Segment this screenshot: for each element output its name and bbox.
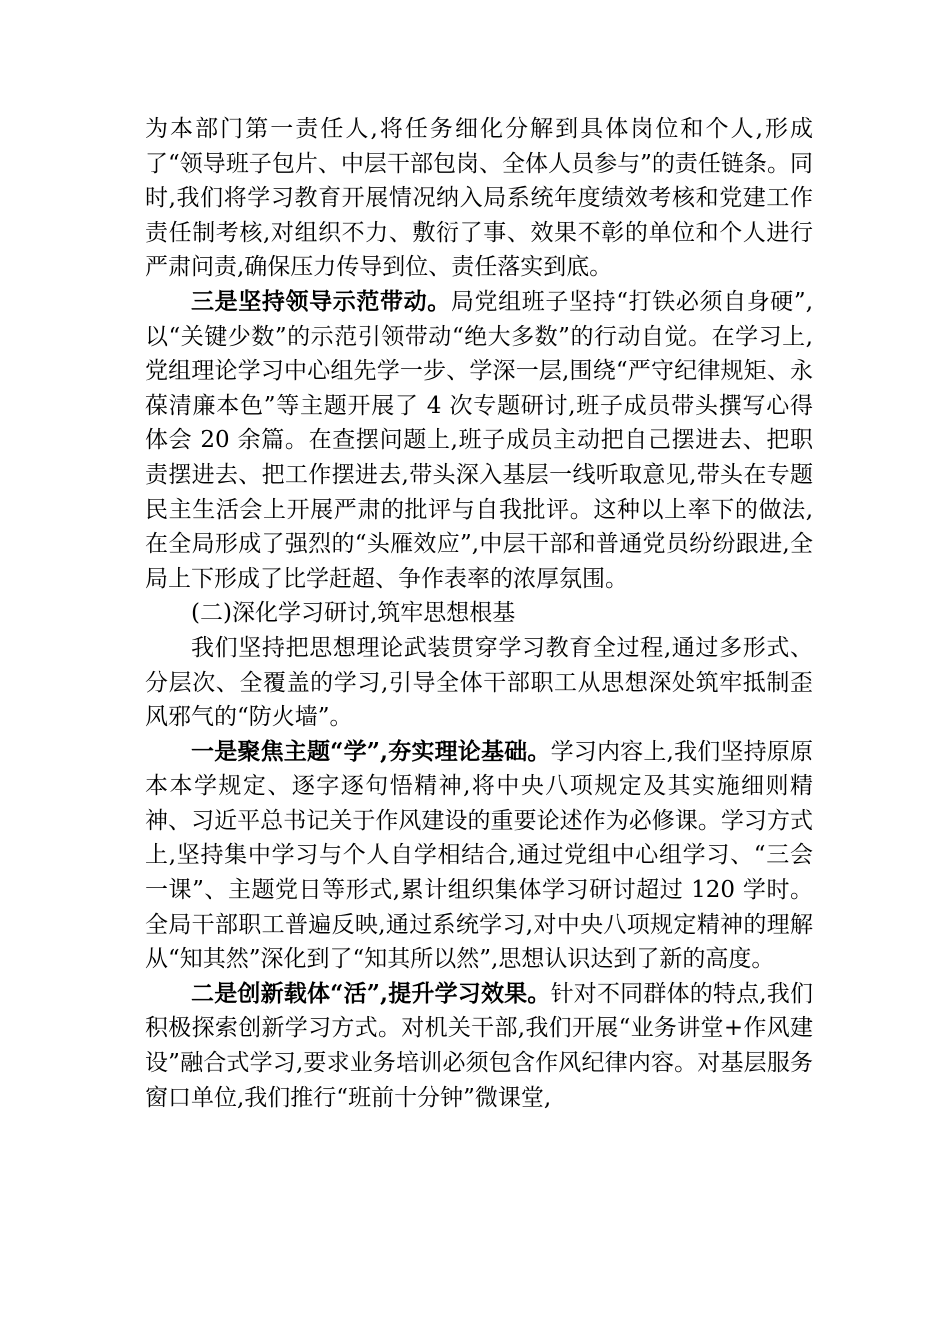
paragraph-body-leadership: 局党组班子坚持“打铁必须自身硬”,以“关键少数”的示范引领带动“绝大多数”的行动自觉。在学习上,党组理论学习中心组先学一步、学深一层,围绕“严守纪律规矩、永葆清廉本色”等主题开展了 4 次专题研讨,班子成员带头撰写心得体会 20 余篇。在查摆问题上,班子成员主动把自己摆进去、把职责摆进去、把工作摆进去,带头深入基层一线听取意见,带头在专题民主生活会上开展严肃的批评与自我批评。这种以上率下的做法,在全局形成了强烈的“头雁效应”,中层干部和普通党员纷纷跟进,全局上下形成了比学赶超、争作表率的浓厚氛围。: [145, 288, 814, 592]
document-body: [145, 112, 813, 1115]
paragraph-study-intro: 我们坚持把思想理论武装贯穿学习教育全过程,通过多形式、分层次、全覆盖的学习,引导全体干部职工从思想深处筑牢抵制歪风邪气的“防火墙”。: [145, 634, 813, 731]
paragraph-lead-focus-theme: 一是聚焦主题“学”,夯实理论基础。: [191, 737, 551, 765]
paragraph-responsibility-chain: 为本部门第一责任人,将任务细化分解到具体岗位和个人,形成了“领导班子包片、中层干部包岗、全体人员参与”的责任链条。同时,我们将学习教育开展情况纳入局系统年度绩效考核和党建工作责任制考核,对组织不力、敷衍了事、效果不彰的单位和个人进行严肃问责,确保压力传导到位、责任落实到底。: [145, 116, 813, 281]
paragraph-body-focus-theme: 学习内容上,我们坚持原原本本学规定、逐字逐句悟精神,将中央八项规定及其实施细则精神、习近平总书记关于作风建设的重要论述作为必修课。学习方式上,坚持集中学习与个人自学相结合,通过党组中心组学习、“三会一课”、主题党日等形式,累计组织集体学习研讨超过 120 学时。全局干部职工普遍反映,通过系统学习,对中央八项规定精神的理解从“知其然”深化到了“知其所以然”,思想认识达到了新的高度。: [145, 738, 813, 973]
paragraph-focus-theme: [145, 735, 813, 977]
section-heading-deepen-study: (二)深化学习研讨,筑牢思想根基: [191, 600, 516, 627]
paragraph-leadership-example: [145, 285, 813, 596]
paragraph-lead-innovate: 二是创新载体“活”,提升学习效果。: [191, 979, 551, 1007]
paragraph-body-innovate: 针对不同群体的特点,我们积极探索创新学习方式。对机关干部,我们开展“业务讲堂+作风建设”融合式学习,要求业务培训必须包含作风纪律内容。对基层服务窗口单位,我们推行“班前十分钟”微课堂,: [145, 980, 813, 1111]
paragraph-lead-leadership: 三是坚持领导示范带动。: [191, 287, 451, 315]
paragraph-innovate-carrier: [145, 977, 813, 1115]
